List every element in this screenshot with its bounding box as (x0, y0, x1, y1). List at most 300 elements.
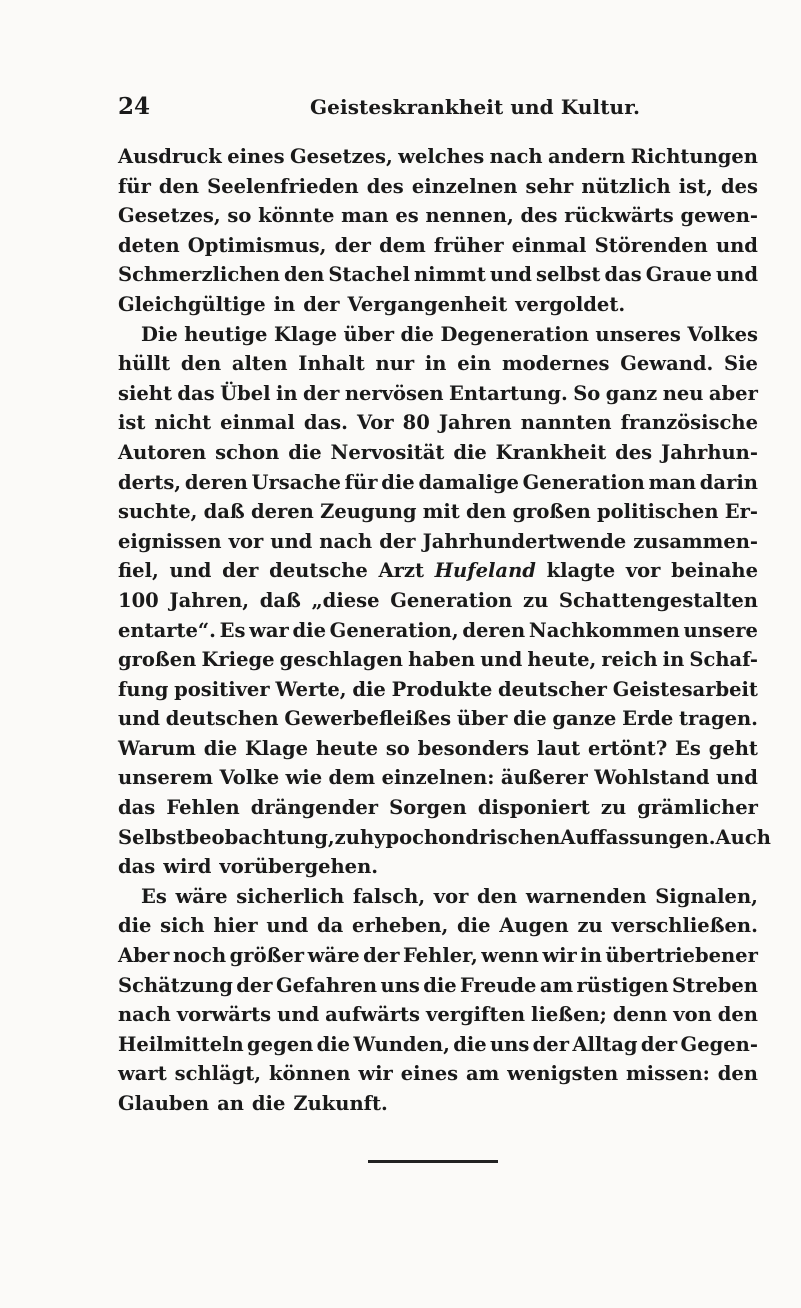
word: den (466, 500, 507, 524)
word: nach (118, 1003, 171, 1027)
word: das. (303, 411, 348, 435)
word: Fehler, (402, 944, 478, 968)
text-line (118, 142, 758, 172)
word: Heilmitteln (118, 1032, 244, 1056)
body-text (118, 142, 771, 1119)
word: Jahrhundertwende (422, 529, 627, 553)
word: deutscher (498, 677, 607, 701)
word: wir (358, 1062, 393, 1086)
word: und (270, 529, 313, 553)
word: Seelenfrieden (207, 174, 359, 198)
text-line (118, 734, 758, 764)
word: sicherlich (236, 884, 345, 908)
text-line (118, 556, 758, 586)
word: erheben, (352, 914, 449, 938)
word: des (615, 440, 653, 464)
word: den (158, 174, 200, 198)
word: die (381, 470, 415, 494)
word: zu (600, 796, 627, 820)
word: Zeugung (320, 500, 417, 524)
word: Wohlstand (594, 766, 710, 790)
page-header (118, 92, 704, 126)
word: den (717, 1062, 758, 1086)
word: unserem (118, 766, 214, 790)
word: sehr (525, 174, 574, 198)
word: Entartung. (449, 381, 568, 405)
word: vergoldet. (515, 292, 626, 316)
word: vergiften (426, 1003, 526, 1027)
word: ließen; (531, 1003, 607, 1027)
word: hypochondrischen (359, 825, 561, 849)
word: Gesetzes, (290, 145, 393, 168)
word: in (273, 292, 296, 316)
text-line (118, 1030, 758, 1060)
word: der (222, 559, 259, 583)
word: ist, (678, 174, 713, 198)
word: andern (547, 145, 626, 168)
word: Störenden (594, 233, 708, 257)
word: in (580, 944, 602, 968)
word: Autoren (118, 440, 207, 464)
word: französische (620, 411, 758, 435)
word: deutschen (165, 707, 279, 731)
word: die (453, 440, 487, 464)
text-line (118, 763, 758, 793)
word: Gefahren (275, 973, 378, 997)
word: heute, (527, 648, 597, 672)
text-line (118, 1059, 758, 1089)
word: geschlagen (279, 648, 403, 672)
word: laut (536, 736, 581, 760)
text-line (118, 408, 758, 438)
word: vor (625, 559, 661, 583)
text-line (118, 349, 758, 379)
word: am (466, 1062, 500, 1086)
word: und (489, 263, 532, 287)
word: Inhalt (298, 352, 365, 376)
running-head: Geisteskrankheit und Kultur. (310, 95, 641, 119)
word: Produkte (391, 677, 493, 701)
word: Gewerbefleißes (284, 707, 452, 731)
word: reich (601, 648, 658, 672)
word: die (288, 440, 322, 464)
word: ein (457, 352, 492, 376)
text-line (118, 172, 758, 202)
word: derts, (118, 470, 182, 494)
word: das (118, 855, 156, 879)
text-line (118, 645, 758, 675)
word: den (284, 263, 325, 287)
word: nur (375, 352, 415, 376)
word: Es (675, 736, 701, 760)
word: das (118, 796, 156, 820)
word: das (604, 263, 642, 287)
word: daß (259, 588, 301, 612)
text-line (118, 704, 758, 734)
word: wenn (481, 944, 539, 968)
text-line (118, 231, 758, 261)
word: Es (219, 618, 246, 642)
word: und (715, 766, 758, 790)
word: die (316, 1032, 351, 1056)
word: Warum (118, 736, 196, 760)
word: heutige (184, 322, 268, 346)
word: war (249, 618, 289, 642)
word: Es (141, 884, 167, 908)
word: deutsche (269, 559, 368, 583)
word: Sorgen (389, 796, 467, 820)
text-line (118, 586, 758, 616)
word: Kriege (201, 648, 275, 672)
word: ertönt? (587, 736, 668, 760)
word: Schattengestalten (558, 588, 758, 612)
word: wir (542, 944, 577, 968)
word: Vor (356, 411, 394, 435)
word: einzelnen: (381, 766, 495, 790)
word: wäre (175, 884, 228, 908)
word: ganze (552, 707, 617, 731)
word: Schmerzlichen (118, 263, 280, 287)
word: Degeneration (440, 322, 589, 346)
text-line (118, 201, 758, 231)
word: falsch, (352, 884, 426, 908)
word: vorübergehen. (219, 855, 379, 879)
word: nach (489, 145, 543, 168)
word: Auch (715, 825, 771, 849)
word: Geistesarbeit (612, 677, 758, 701)
word: der (334, 233, 371, 257)
word: „diese (311, 588, 380, 612)
word: suchte, (118, 500, 198, 524)
word: unsere (683, 618, 758, 642)
word: warnenden (525, 884, 647, 908)
word: des (520, 204, 558, 228)
word: Graue (645, 263, 712, 287)
text-line (118, 882, 758, 912)
word: Optimismus, (187, 233, 327, 257)
word: die (457, 914, 491, 938)
word: alten (231, 352, 288, 376)
word: nennen, (425, 204, 514, 228)
word: nannten (520, 411, 612, 435)
word: neu (662, 381, 704, 405)
word: großen (512, 500, 591, 524)
word: Jahren (438, 411, 512, 435)
word: Die (141, 322, 178, 346)
word: Jahrhun- (661, 440, 758, 464)
word: über (456, 707, 508, 731)
text-line (118, 1000, 758, 1030)
word: und (169, 559, 212, 583)
word: Auffassungen. (560, 825, 716, 849)
word: in (276, 381, 298, 405)
word: daß (203, 500, 245, 524)
word: 80 (402, 411, 430, 435)
word: modernes (501, 352, 610, 376)
word: nervösen (344, 381, 444, 405)
word: die (352, 677, 386, 701)
word: rüstigen (576, 973, 669, 997)
word: politischen (597, 500, 719, 524)
word: die (251, 1092, 286, 1115)
word: Augen (499, 914, 569, 938)
word: dem (328, 766, 376, 790)
word: gewen- (680, 204, 758, 228)
word: können (269, 1062, 351, 1086)
word: mit (422, 500, 460, 524)
word: Gleichgültige (118, 292, 266, 316)
word: die (513, 707, 547, 731)
word: uns (490, 1032, 530, 1056)
word: die (292, 618, 326, 642)
word: des (366, 174, 404, 198)
word: Ausdruck (118, 145, 222, 168)
word: über (343, 322, 394, 346)
word: Volke (219, 766, 280, 790)
word: uns (380, 973, 420, 997)
word: klagte (546, 559, 616, 583)
word: fiel, (118, 559, 159, 583)
word: deren (250, 500, 314, 524)
text-line (118, 468, 758, 498)
page-number: 24 (118, 93, 151, 120)
word: vor (228, 529, 264, 553)
word: Streben (671, 973, 758, 997)
word: Freude (460, 973, 537, 997)
text-line (118, 675, 758, 705)
word: größer (229, 944, 305, 968)
word: disponiert (477, 796, 590, 820)
word: So (573, 381, 601, 405)
text-line (118, 1089, 758, 1119)
word: zu (334, 825, 360, 849)
word: die (453, 1032, 487, 1056)
word: der (379, 529, 416, 553)
word: so (385, 736, 410, 760)
word: eines (227, 145, 285, 168)
word: den (477, 884, 518, 908)
word: positiver (174, 677, 270, 701)
word: Ursache (251, 470, 341, 494)
word: ganz (605, 381, 658, 405)
text-line (118, 320, 758, 350)
word: Er- (724, 500, 758, 524)
word: es (395, 204, 419, 228)
word: und (277, 1003, 320, 1027)
word: Gewand. (620, 352, 714, 376)
word: in (424, 352, 447, 376)
word: übertriebener (605, 944, 758, 968)
text-line (118, 527, 758, 557)
word: Richtungen (630, 145, 758, 168)
word: nimmt (413, 263, 486, 287)
word: die (400, 322, 434, 346)
text-line (118, 290, 758, 320)
word: fung (118, 677, 169, 701)
word: 100 (118, 588, 159, 612)
word: die (118, 914, 152, 938)
word: könnte (258, 204, 335, 228)
word: das (177, 381, 215, 405)
word: deten (118, 233, 180, 257)
word: Gegen- (680, 1032, 758, 1056)
text-line (118, 616, 758, 646)
word: drängender (250, 796, 379, 820)
word: der (303, 381, 340, 405)
word: vor (433, 884, 469, 908)
word: der (640, 1032, 678, 1056)
word: der (303, 292, 340, 316)
word: in (662, 648, 685, 672)
word: eines (400, 1062, 459, 1086)
word: rückwärts (564, 204, 674, 228)
word: früher (433, 233, 504, 257)
text-line (118, 823, 771, 853)
word: wart (118, 1062, 167, 1086)
word: Schätzung (118, 973, 233, 997)
word: verschließen. (611, 914, 758, 938)
word: für (118, 174, 151, 198)
word: Nachkommen (528, 618, 680, 642)
word: man (341, 204, 389, 228)
word: Erde (622, 707, 674, 731)
word: zu (577, 914, 603, 938)
word: der (236, 973, 273, 997)
word: schlägt, (174, 1062, 262, 1086)
word: Wunden, (353, 1032, 450, 1056)
word: Werte, (275, 677, 347, 701)
word: die (423, 973, 457, 997)
word: darin (699, 470, 758, 494)
word: eignissen (118, 529, 222, 553)
word: der (363, 944, 400, 968)
word: einmal (220, 411, 295, 435)
word: zu (523, 588, 549, 612)
word: ist (118, 411, 146, 435)
word: die (203, 736, 238, 760)
word: denn (612, 1003, 668, 1027)
word: äußerer (500, 766, 588, 790)
word: vorwärts (176, 1003, 272, 1027)
word: aufwärts (325, 1003, 421, 1027)
word: wird (163, 855, 212, 879)
word: Klage (273, 322, 337, 346)
word: selbst (535, 263, 601, 287)
word: besonders (417, 736, 530, 760)
word: Klage (244, 736, 309, 760)
word: Jahren, (169, 588, 250, 612)
word: Volkes (687, 322, 758, 346)
word: Glauben (118, 1092, 210, 1115)
word: Zukunft. (293, 1092, 388, 1115)
word: man (648, 470, 697, 494)
word: Vergangenheit (347, 292, 508, 316)
text-line (118, 379, 758, 409)
word: Selbstbeobachtung, (118, 825, 335, 849)
word: den (717, 1003, 758, 1027)
text-line (118, 911, 758, 941)
word: Arzt (378, 559, 424, 583)
word: Generation (390, 588, 513, 612)
word: wäre (307, 944, 360, 968)
end-rule (368, 1160, 498, 1163)
word: Generation, (329, 618, 459, 642)
word: gegen (247, 1032, 314, 1056)
word: haben (408, 648, 476, 672)
word: nützlich (581, 174, 671, 198)
word: Aber (118, 944, 170, 968)
word: grämlicher (637, 796, 758, 820)
word: welches (398, 145, 485, 168)
text-line (118, 793, 758, 823)
word: einmal (511, 233, 587, 257)
word: der (532, 1032, 569, 1056)
word: für (344, 470, 378, 494)
word: Übel (220, 381, 271, 405)
word: und (118, 707, 160, 731)
text-line (118, 941, 758, 971)
word: wenigsten (507, 1062, 619, 1086)
word: und (715, 263, 758, 287)
word: des (720, 174, 758, 198)
word: Alltag (572, 1032, 638, 1056)
word: Signalen, (655, 884, 758, 908)
word: Krankheit (495, 440, 607, 464)
word: deren (184, 470, 248, 494)
word: noch (172, 944, 227, 968)
word: deren (462, 618, 526, 642)
word: hüllt (118, 352, 171, 376)
word: Gesetzes, (118, 204, 221, 228)
word: sich (160, 914, 205, 938)
word: entarte“. (118, 618, 216, 642)
word: und (715, 233, 758, 257)
word: damalige (418, 470, 519, 494)
word: Sie (724, 352, 758, 376)
word: unseres (595, 322, 681, 346)
word: großen (118, 648, 197, 672)
word: einzelnen (411, 174, 518, 198)
text-line (118, 497, 758, 527)
word: Stachel (328, 263, 410, 287)
word: heute (315, 736, 379, 760)
word: von (673, 1003, 712, 1027)
word: Nervosität (330, 440, 445, 464)
text-line (118, 260, 758, 290)
word: Hufeland (434, 559, 536, 583)
word: und (480, 648, 523, 672)
word: und (266, 914, 309, 938)
word: tragen. (679, 707, 758, 731)
word: da (317, 914, 344, 938)
word: nicht (154, 411, 212, 435)
text-line (118, 852, 758, 882)
word: wie (285, 766, 323, 790)
word: an (217, 1092, 244, 1115)
text-line (118, 971, 758, 1001)
word: hier (213, 914, 258, 938)
text-line (118, 438, 758, 468)
word: sieht (118, 381, 172, 405)
word: Schaf- (689, 648, 758, 672)
word: am (539, 973, 574, 997)
word: beinahe (671, 559, 758, 583)
word: Generation (522, 470, 645, 494)
word: missen: (626, 1062, 710, 1086)
word: aber (708, 381, 758, 405)
word: zusammen- (633, 529, 758, 553)
word: nach (319, 529, 373, 553)
